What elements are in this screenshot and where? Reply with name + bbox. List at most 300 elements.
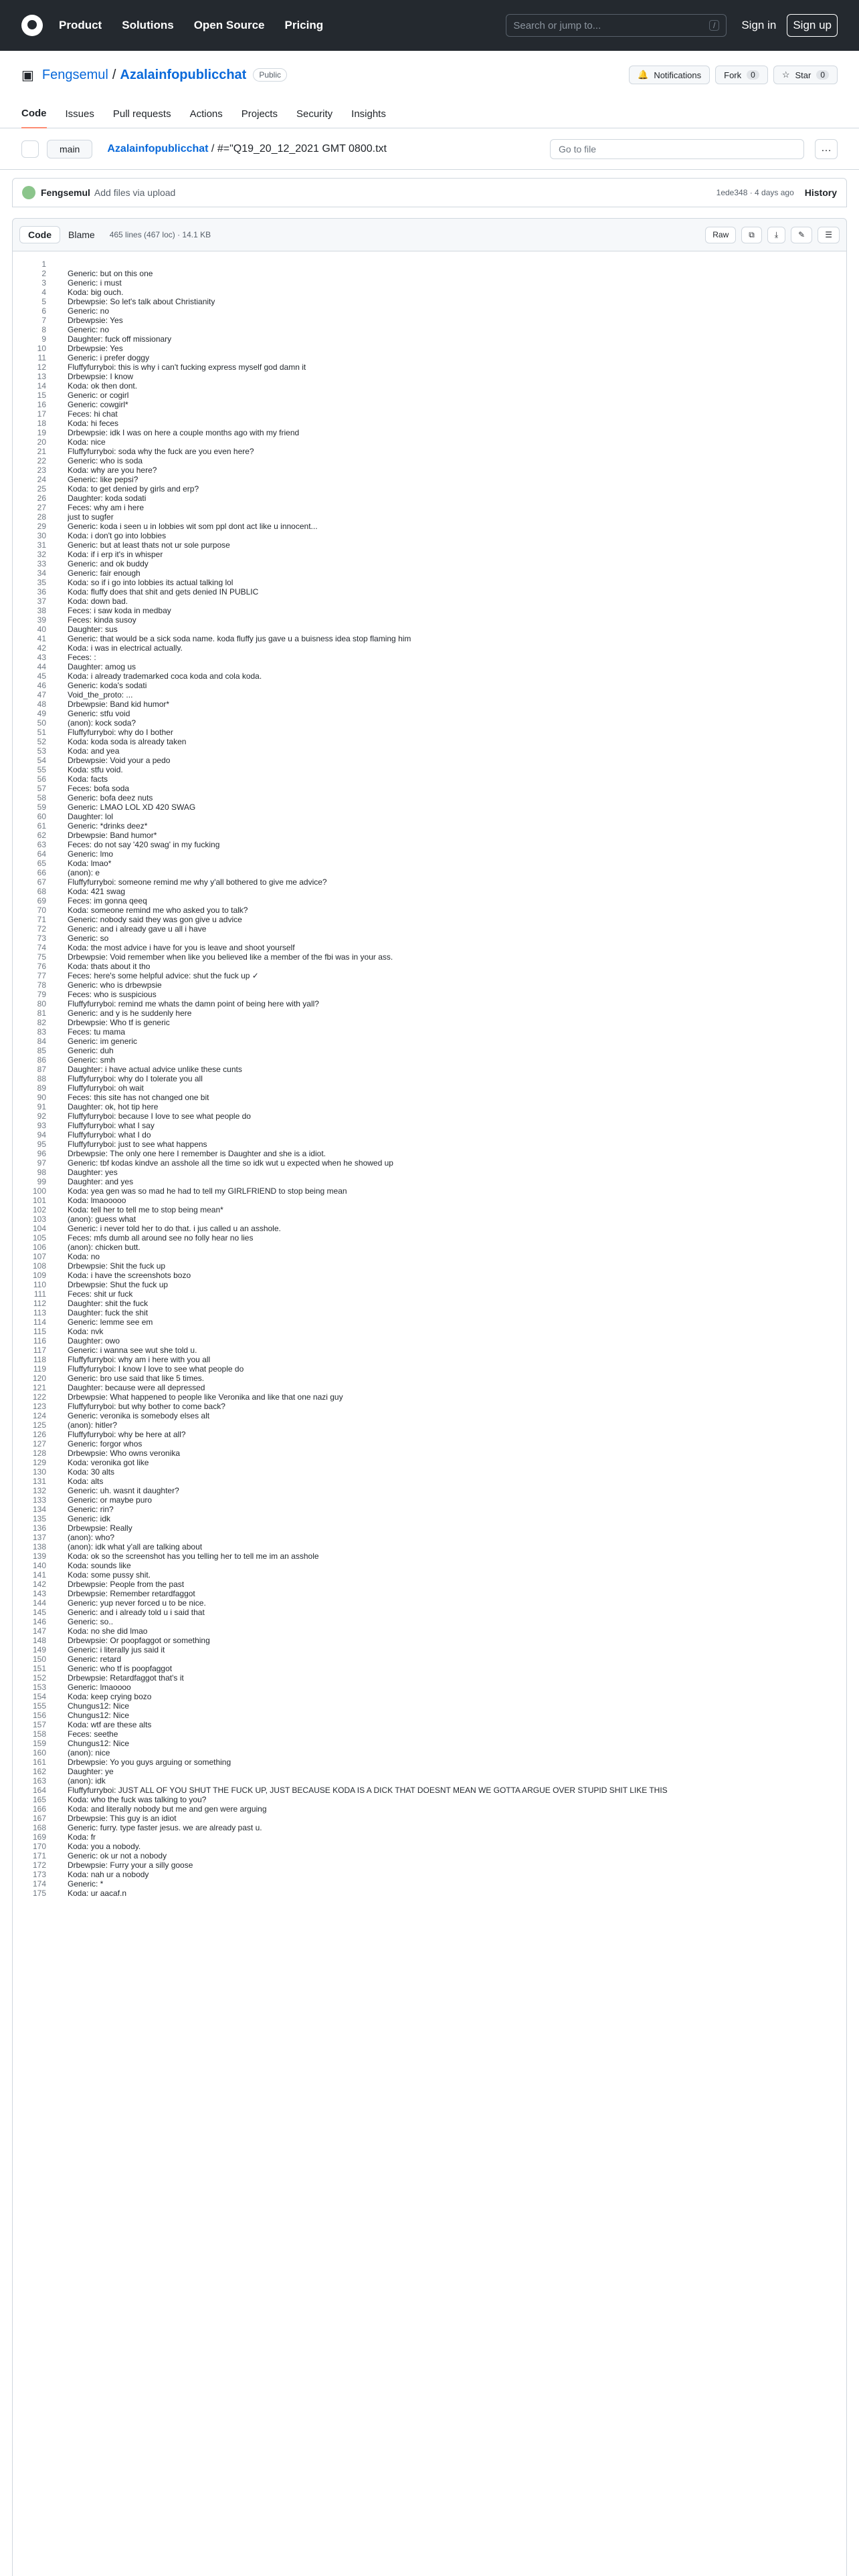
line-number[interactable]: 38 xyxy=(37,606,46,615)
line-number[interactable]: 120 xyxy=(32,1374,46,1383)
line-number[interactable]: 32 xyxy=(37,550,46,559)
line-number[interactable]: 126 xyxy=(32,1430,46,1439)
line-number[interactable]: 27 xyxy=(37,503,46,512)
line-number[interactable]: 128 xyxy=(32,1448,46,1458)
line-text: Daughter: ye xyxy=(68,1767,114,1776)
code-line xyxy=(13,1598,846,1608)
separator: / xyxy=(112,67,116,82)
line-number[interactable]: 158 xyxy=(32,1729,46,1739)
line-text: Generic: lemme see em xyxy=(68,1317,153,1327)
line-text: Drbewpsie: Shit the fuck up xyxy=(68,1261,166,1271)
code-line xyxy=(13,1804,846,1814)
code-line xyxy=(13,1008,846,1018)
line-number[interactable]: 87 xyxy=(37,1065,46,1074)
code-line xyxy=(13,568,846,578)
code-line xyxy=(13,1224,846,1233)
line-number[interactable]: 40 xyxy=(37,625,46,634)
line-number[interactable]: 51 xyxy=(37,728,46,737)
line-number[interactable]: 19 xyxy=(37,428,46,437)
line-number[interactable]: 173 xyxy=(32,1870,46,1879)
line-text: Feces: why am i here xyxy=(68,503,145,512)
line-text: Koda: keep crying bozo xyxy=(68,1692,152,1701)
sign-in-link[interactable]: Sign in xyxy=(741,19,777,31)
line-number[interactable]: 94 xyxy=(37,1130,46,1140)
code-line xyxy=(13,990,846,999)
code-line xyxy=(13,1870,846,1879)
line-text: Fluffyfurryboi: why be here at all? xyxy=(68,1430,186,1439)
line-number[interactable]: 165 xyxy=(32,1795,46,1804)
line-number[interactable]: 156 xyxy=(32,1711,46,1720)
line-text: Generic: lmaoooo xyxy=(68,1683,131,1692)
line-number[interactable]: 149 xyxy=(32,1645,46,1654)
line-number[interactable]: 60 xyxy=(37,812,46,821)
tab-issues[interactable]: Issues xyxy=(65,108,94,120)
line-text: Generic: or cogirl xyxy=(68,391,129,400)
fork-button[interactable] xyxy=(715,66,768,84)
line-text: Generic: retard xyxy=(68,1654,122,1664)
line-number[interactable]: 53 xyxy=(37,746,46,756)
line-number[interactable]: 114 xyxy=(33,1317,46,1327)
line-number[interactable]: 113 xyxy=(33,1308,46,1317)
line-number[interactable]: 12 xyxy=(37,362,46,372)
line-text: Koda: nah ur a nobody xyxy=(68,1870,149,1879)
line-number[interactable]: 34 xyxy=(37,568,46,578)
line-number[interactable]: 66 xyxy=(37,868,46,877)
line-text: Feces: tu mama xyxy=(68,1027,126,1037)
line-number[interactable]: 108 xyxy=(32,1261,46,1271)
line-number[interactable]: 132 xyxy=(32,1486,46,1495)
line-number[interactable]: 83 xyxy=(37,1027,46,1037)
line-text: Feces: mfs dumb all around see no folly hear no lies xyxy=(68,1233,254,1243)
line-number[interactable]: 4 xyxy=(41,288,46,297)
avatar[interactable] xyxy=(22,186,35,199)
line-number[interactable]: 63 xyxy=(37,840,46,849)
line-number[interactable]: 84 xyxy=(37,1037,46,1046)
line-number[interactable]: 18 xyxy=(37,419,46,428)
code-line xyxy=(13,503,846,512)
line-number[interactable]: 102 xyxy=(32,1205,46,1214)
line-number[interactable]: 3 xyxy=(41,278,46,288)
line-number[interactable]: 1 xyxy=(41,259,46,269)
line-text: Koda: nvk xyxy=(68,1327,104,1336)
line-number[interactable]: 154 xyxy=(32,1692,46,1701)
code-line xyxy=(13,756,846,765)
notifications-button[interactable] xyxy=(629,66,710,84)
line-number[interactable]: 175 xyxy=(32,1889,46,1898)
tab-actions[interactable]: Actions xyxy=(189,108,223,120)
line-number[interactable]: 146 xyxy=(32,1617,46,1626)
code-line xyxy=(13,306,846,316)
line-text: Generic: bofa deez nuts xyxy=(68,793,153,802)
line-number[interactable]: 59 xyxy=(37,802,46,812)
edit-icon[interactable]: ✎ xyxy=(791,227,812,243)
code-line xyxy=(13,1243,846,1252)
commit-author[interactable]: Fengsemul xyxy=(41,187,90,198)
line-number[interactable]: 28 xyxy=(37,512,46,522)
line-text: Generic: that would be a sick soda name. koda fluffy jus gave u a buisness idea stop flaming him xyxy=(68,634,411,643)
line-number[interactable]: 133 xyxy=(32,1495,46,1505)
line-number[interactable]: 112 xyxy=(33,1299,46,1308)
line-number[interactable]: 109 xyxy=(32,1271,46,1280)
line-number[interactable]: 69 xyxy=(37,896,46,905)
code-line xyxy=(13,1589,846,1598)
line-text: (anon): nice xyxy=(68,1748,110,1757)
line-number[interactable]: 7 xyxy=(41,316,46,325)
line-number[interactable]: 101 xyxy=(32,1196,46,1205)
line-number[interactable]: 171 xyxy=(32,1851,46,1860)
line-number[interactable]: 80 xyxy=(37,999,46,1008)
line-text: Generic: stfu void xyxy=(68,709,130,718)
line-number[interactable]: 134 xyxy=(32,1505,46,1514)
line-number[interactable]: 46 xyxy=(37,681,46,690)
line-number[interactable]: 106 xyxy=(32,1243,46,1252)
line-number[interactable]: 116 xyxy=(33,1336,46,1346)
line-number[interactable]: 2 xyxy=(41,269,46,278)
line-number[interactable]: 11 xyxy=(37,353,46,362)
line-number[interactable]: 98 xyxy=(37,1168,46,1177)
line-number[interactable]: 78 xyxy=(37,980,46,990)
line-number[interactable]: 139 xyxy=(32,1551,46,1561)
line-number[interactable]: 97 xyxy=(37,1158,46,1168)
breadcrumb-repo[interactable]: Azalainfopublicchat xyxy=(107,142,209,154)
line-number[interactable]: 31 xyxy=(37,540,46,550)
line-number[interactable]: 121 xyxy=(32,1383,46,1392)
line-number[interactable]: 85 xyxy=(37,1046,46,1055)
line-number[interactable]: 54 xyxy=(37,756,46,765)
line-number[interactable]: 174 xyxy=(32,1879,46,1889)
line-number[interactable]: 160 xyxy=(32,1748,46,1757)
line-number[interactable]: 118 xyxy=(33,1355,46,1364)
line-number[interactable]: 93 xyxy=(37,1121,46,1130)
line-number[interactable]: 127 xyxy=(32,1439,46,1448)
code-line xyxy=(13,587,846,597)
line-text: Drbewpsie: Who tf is generic xyxy=(68,1018,170,1027)
line-number[interactable]: 141 xyxy=(32,1570,46,1580)
line-text: (anon): kock soda? xyxy=(68,718,136,728)
line-number[interactable]: 104 xyxy=(32,1224,46,1233)
line-number[interactable]: 148 xyxy=(32,1636,46,1645)
line-number[interactable]: 26 xyxy=(37,494,46,503)
star-button[interactable] xyxy=(773,66,838,84)
line-text: Generic: ok ur not a nobody xyxy=(68,1851,167,1860)
line-number[interactable]: 79 xyxy=(37,990,46,999)
line-text: Koda: who the fuck was talking to you? xyxy=(68,1795,207,1804)
line-number[interactable]: 47 xyxy=(37,690,46,700)
line-number[interactable]: 24 xyxy=(37,475,46,484)
line-number[interactable]: 92 xyxy=(37,1111,46,1121)
line-number[interactable]: 56 xyxy=(37,774,46,784)
line-number[interactable]: 130 xyxy=(32,1467,46,1477)
line-number[interactable]: 49 xyxy=(37,709,46,718)
line-number[interactable]: 168 xyxy=(32,1823,46,1832)
line-number[interactable]: 10 xyxy=(37,344,46,353)
download-icon[interactable]: ⤓ xyxy=(767,227,785,243)
line-number[interactable]: 155 xyxy=(32,1701,46,1711)
code-line xyxy=(13,1065,846,1074)
line-number[interactable]: 124 xyxy=(32,1411,46,1420)
nav-open-source[interactable]: Open Source xyxy=(193,19,265,31)
nav-pricing[interactable]: Pricing xyxy=(284,19,324,31)
line-text: Generic: and i already told u i said that xyxy=(68,1608,205,1617)
go-to-file-input[interactable]: Go to file xyxy=(550,139,804,159)
line-number[interactable]: 50 xyxy=(37,718,46,728)
code-line xyxy=(13,1580,846,1589)
line-number[interactable]: 64 xyxy=(37,849,46,859)
line-number[interactable]: 57 xyxy=(37,784,46,793)
line-text: Koda: i was in electrical actually. xyxy=(68,643,183,653)
line-number[interactable]: 52 xyxy=(37,737,46,746)
line-number[interactable]: 172 xyxy=(32,1860,46,1870)
line-number[interactable]: 25 xyxy=(37,484,46,494)
line-number[interactable]: 86 xyxy=(37,1055,46,1065)
code-line xyxy=(13,522,846,531)
line-number[interactable]: 115 xyxy=(33,1327,46,1336)
line-text: Drbewpsie: Yo you guys arguing or something xyxy=(68,1757,231,1767)
line-number[interactable]: 137 xyxy=(32,1533,46,1542)
line-number[interactable]: 159 xyxy=(32,1739,46,1748)
line-number[interactable]: 138 xyxy=(32,1542,46,1551)
line-number[interactable]: 20 xyxy=(37,437,46,447)
line-number[interactable]: 72 xyxy=(37,924,46,934)
line-number[interactable]: 129 xyxy=(32,1458,46,1467)
line-number[interactable]: 22 xyxy=(37,456,46,465)
line-number[interactable]: 29 xyxy=(37,522,46,531)
line-number[interactable]: 62 xyxy=(37,831,46,840)
repo-title xyxy=(21,51,838,99)
line-number[interactable]: 125 xyxy=(32,1420,46,1430)
line-number[interactable]: 21 xyxy=(37,447,46,456)
line-number[interactable]: 153 xyxy=(32,1683,46,1692)
star-label: Star xyxy=(795,70,812,80)
line-number[interactable]: 123 xyxy=(32,1402,46,1411)
code-line xyxy=(13,1701,846,1711)
file-path-bar xyxy=(0,128,859,170)
line-text: Koda: and yea xyxy=(68,746,120,756)
commit-hash[interactable]: 1ede348 xyxy=(716,188,748,197)
line-text: Feces: who is suspicious xyxy=(68,990,157,999)
raw-button[interactable]: Raw xyxy=(705,227,736,243)
line-text: Generic: uh. wasnt it daughter? xyxy=(68,1486,179,1495)
line-number[interactable]: 111 xyxy=(33,1289,46,1299)
line-number[interactable]: 41 xyxy=(37,634,46,643)
line-number[interactable]: 95 xyxy=(37,1140,46,1149)
line-text: Generic: fair enough xyxy=(68,568,140,578)
line-number[interactable]: 170 xyxy=(32,1842,46,1851)
history-link[interactable]: History xyxy=(804,187,837,198)
code-line xyxy=(13,1477,846,1486)
line-number[interactable]: 6 xyxy=(41,306,46,316)
code-line xyxy=(13,1832,846,1842)
code-line xyxy=(13,765,846,774)
line-number[interactable]: 70 xyxy=(37,905,46,915)
line-number[interactable]: 15 xyxy=(37,391,46,400)
code-line xyxy=(13,325,846,334)
more-options-icon[interactable]: … xyxy=(815,139,838,159)
code-line xyxy=(13,1795,846,1804)
code-line xyxy=(13,1083,846,1093)
line-number[interactable]: 142 xyxy=(32,1580,46,1589)
line-number[interactable]: 88 xyxy=(37,1074,46,1083)
code-line xyxy=(13,812,846,821)
line-text: Drbewpsie: People from the past xyxy=(68,1580,185,1589)
code-line xyxy=(13,1205,846,1214)
blame-view-button[interactable]: Blame xyxy=(68,229,95,240)
line-number[interactable]: 99 xyxy=(37,1177,46,1186)
line-number[interactable]: 65 xyxy=(37,859,46,868)
sign-up-button[interactable]: Sign up xyxy=(787,14,838,37)
repo-name-link[interactable]: Azalainfopublicchat xyxy=(120,67,247,82)
line-number[interactable]: 157 xyxy=(32,1720,46,1729)
code-line xyxy=(13,1233,846,1243)
sidebar-toggle-icon[interactable] xyxy=(21,140,39,158)
line-text: Daughter: sus xyxy=(68,625,118,634)
search-input[interactable] xyxy=(506,14,727,37)
line-number[interactable]: 45 xyxy=(37,671,46,681)
line-text: Drbewpsie: Shut the fuck up xyxy=(68,1280,169,1289)
line-number[interactable]: 169 xyxy=(32,1832,46,1842)
code-line xyxy=(13,1608,846,1617)
tab-projects[interactable]: Projects xyxy=(241,108,278,120)
line-number[interactable]: 68 xyxy=(37,887,46,896)
line-number[interactable]: 9 xyxy=(41,334,46,344)
line-text: Generic: veronika is somebody elses alt xyxy=(68,1411,210,1420)
line-number[interactable]: 61 xyxy=(37,821,46,831)
line-number[interactable]: 14 xyxy=(37,381,46,391)
line-text: Drbewpsie: I know xyxy=(68,372,134,381)
breadcrumb: Azalainfopublicchat / #="Q19_20_12_2021 GMT 0800.txt xyxy=(107,142,387,154)
branch-selector[interactable]: main xyxy=(47,140,92,158)
line-number[interactable]: 122 xyxy=(32,1392,46,1402)
line-number[interactable]: 119 xyxy=(33,1364,46,1374)
line-number[interactable]: 150 xyxy=(32,1654,46,1664)
code-line xyxy=(13,634,846,643)
tab-pull-requests[interactable]: Pull requests xyxy=(112,108,171,120)
line-number[interactable]: 107 xyxy=(32,1252,46,1261)
code-line xyxy=(13,896,846,905)
code-line xyxy=(13,1645,846,1654)
copy-icon[interactable]: ⧉ xyxy=(741,227,762,243)
code-line xyxy=(13,1308,846,1317)
line-number[interactable]: 143 xyxy=(32,1589,46,1598)
code-line xyxy=(13,1860,846,1870)
breadcrumb-file: #="Q19_20_12_2021 GMT 0800.txt xyxy=(217,142,387,154)
line-text: Chungus12: Nice xyxy=(68,1701,130,1711)
line-number[interactable]: 71 xyxy=(37,915,46,924)
line-text: Fluffyfurryboi: what I do xyxy=(68,1130,151,1140)
line-number[interactable]: 13 xyxy=(37,372,46,381)
tab-code[interactable]: Code xyxy=(21,100,47,128)
line-number[interactable]: 44 xyxy=(37,662,46,671)
line-number[interactable]: 75 xyxy=(37,952,46,962)
code-line xyxy=(13,1458,846,1467)
line-number[interactable]: 77 xyxy=(37,971,46,980)
line-number[interactable]: 23 xyxy=(37,465,46,475)
nav-product[interactable]: Product xyxy=(59,19,102,31)
line-number[interactable]: 117 xyxy=(33,1346,46,1355)
code-line xyxy=(13,999,846,1008)
github-logo-icon[interactable] xyxy=(21,15,43,36)
line-number[interactable]: 74 xyxy=(37,943,46,952)
line-number[interactable]: 131 xyxy=(32,1477,46,1486)
line-number[interactable]: 167 xyxy=(32,1814,46,1823)
line-number[interactable]: 89 xyxy=(37,1083,46,1093)
line-number[interactable]: 43 xyxy=(37,653,46,662)
line-number[interactable]: 110 xyxy=(33,1280,46,1289)
line-number[interactable]: 37 xyxy=(37,597,46,606)
line-number[interactable]: 103 xyxy=(32,1214,46,1224)
line-number[interactable]: 166 xyxy=(32,1804,46,1814)
tab-insights[interactable]: Insights xyxy=(351,108,386,120)
repo-owner-link[interactable]: Fengsemul xyxy=(41,67,108,82)
line-number[interactable]: 90 xyxy=(37,1093,46,1102)
line-number[interactable]: 16 xyxy=(37,400,46,409)
symbols-icon[interactable]: ☰ xyxy=(818,227,840,243)
line-number[interactable]: 8 xyxy=(41,325,46,334)
line-number[interactable]: 135 xyxy=(32,1514,46,1523)
code-line xyxy=(13,1420,846,1430)
line-text: Koda: i don't go into lobbies xyxy=(68,531,167,540)
line-number[interactable]: 67 xyxy=(37,877,46,887)
commit-message[interactable]: Add files via upload xyxy=(94,187,176,198)
code-line xyxy=(13,1355,846,1364)
line-number[interactable]: 5 xyxy=(41,297,46,306)
line-number[interactable]: 17 xyxy=(37,409,46,419)
line-number[interactable]: 105 xyxy=(32,1233,46,1243)
tab-security[interactable]: Security xyxy=(296,108,333,120)
line-number[interactable]: 162 xyxy=(32,1767,46,1776)
line-number[interactable]: 55 xyxy=(37,765,46,774)
line-number[interactable]: 151 xyxy=(32,1664,46,1673)
code-line xyxy=(13,419,846,428)
line-number[interactable]: 81 xyxy=(37,1008,46,1018)
nav-solutions[interactable]: Solutions xyxy=(122,19,174,31)
line-number[interactable]: 42 xyxy=(37,643,46,653)
line-number[interactable]: 33 xyxy=(37,559,46,568)
line-number[interactable]: 100 xyxy=(32,1186,46,1196)
line-text xyxy=(54,259,68,269)
line-number[interactable]: 82 xyxy=(37,1018,46,1027)
line-number[interactable]: 35 xyxy=(37,578,46,587)
line-text: Generic: like pepsi? xyxy=(68,475,138,484)
line-number[interactable]: 147 xyxy=(32,1626,46,1636)
line-number[interactable]: 96 xyxy=(37,1149,46,1158)
code-line xyxy=(13,934,846,943)
line-number[interactable]: 91 xyxy=(37,1102,46,1111)
line-number[interactable]: 48 xyxy=(37,700,46,709)
code-line xyxy=(13,1346,846,1355)
code-line xyxy=(13,1149,846,1158)
line-number[interactable]: 144 xyxy=(32,1598,46,1608)
line-number[interactable]: 76 xyxy=(37,962,46,971)
line-number[interactable]: 164 xyxy=(32,1786,46,1795)
code-view-button[interactable]: Code xyxy=(19,226,60,243)
line-number[interactable]: 152 xyxy=(32,1673,46,1683)
line-number[interactable]: 73 xyxy=(37,934,46,943)
line-number[interactable]: 58 xyxy=(37,793,46,802)
line-text: Fluffyfurryboi: soda why the fuck are you even here? xyxy=(68,447,254,456)
line-number[interactable]: 163 xyxy=(32,1776,46,1786)
line-number[interactable]: 145 xyxy=(32,1608,46,1617)
line-number[interactable]: 30 xyxy=(37,531,46,540)
line-number[interactable]: 161 xyxy=(32,1757,46,1767)
code-line xyxy=(13,1814,846,1823)
line-text: Koda: yea gen was so mad he had to tell my GIRLFRIEND to stop being mean xyxy=(68,1186,347,1196)
line-number[interactable]: 136 xyxy=(32,1523,46,1533)
line-number[interactable]: 36 xyxy=(37,587,46,597)
line-number[interactable]: 140 xyxy=(32,1561,46,1570)
code-line xyxy=(13,793,846,802)
line-number[interactable]: 39 xyxy=(37,615,46,625)
